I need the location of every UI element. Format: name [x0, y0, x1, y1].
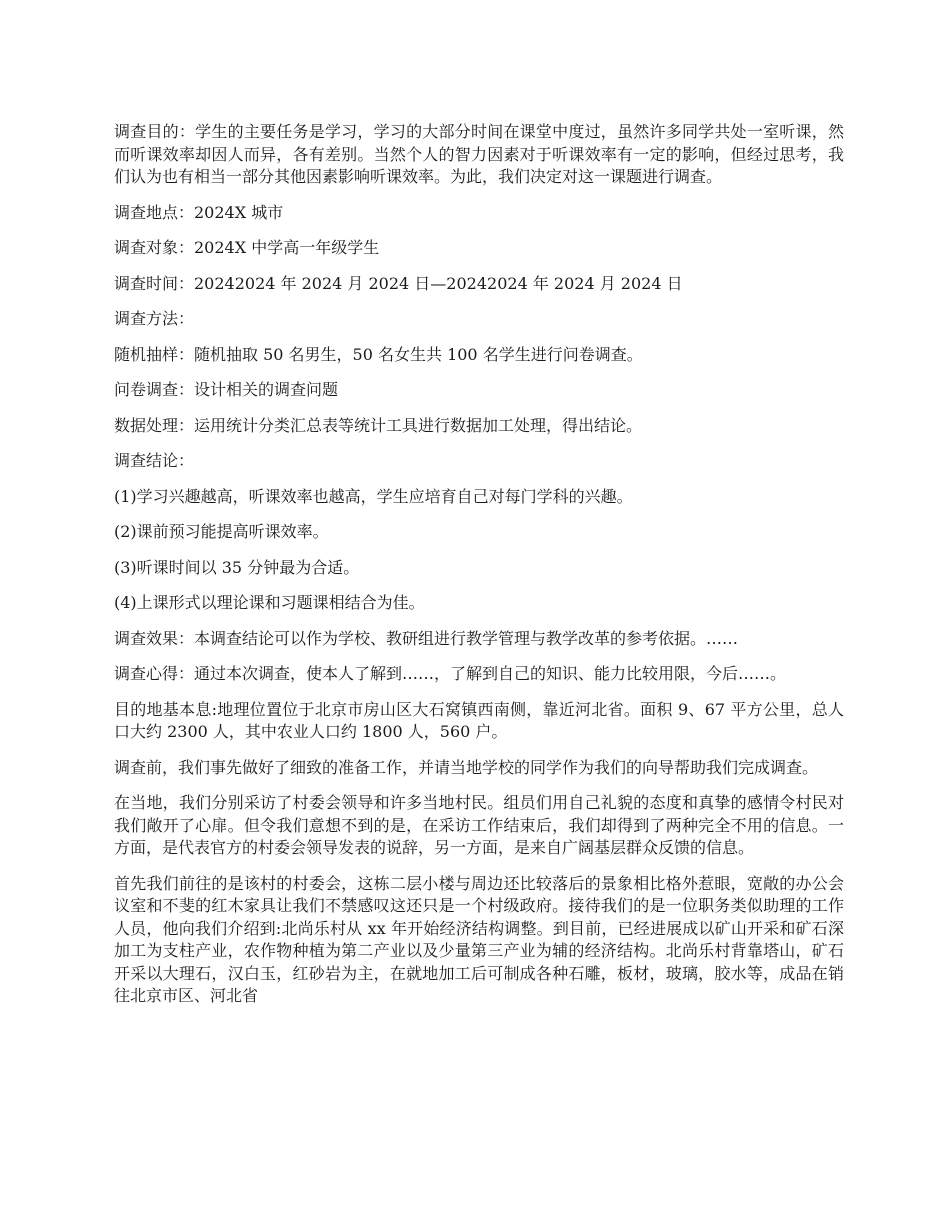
paragraph-survey-method-heading: 调查方法： [114, 309, 195, 328]
paragraph-survey-effect: 调查效果：本调查结论可以作为学校、教研组进行教学管理与教学改革的参考依据。…… [114, 628, 739, 648]
paragraph-conclusion-2: (2)课前预习能提高听课效率。 [114, 522, 329, 541]
paragraph-conclusion-3: (3)听课时间以 35 分钟最为合适。 [114, 557, 360, 577]
paragraph-interviews: 在当地，我们分别采访了村委会领导和许多当地村民。组员们用自己礼貌的态度和真挚的感情令村民对我们敞开了心扉。但令我们意想不到的是，在采访工作结束后，我们却得到了两种完全不用的信息。一方面，是代表官方的村委会领导发表的说辞，另一方面，是来自广阔基层群众反馈的信息。 [114, 793, 844, 857]
paragraph-destination-info: 目的地基本息:地理位置位于北京市房山区大石窝镇西南侧，靠近河北省。面积 9、67 平方公里，总人口大约 2300 人，其中农业人口约 1800 人，560 户。 [114, 699, 844, 741]
paragraph-survey-time: 调查时间：20242024 年 2024 月 2024 日—20242024 年 2024 月 2024 日 [114, 273, 683, 293]
paragraph-random-sampling: 随机抽样：随机抽取 50 名男生，50 名女生共 100 名学生进行问卷调查。 [114, 344, 643, 364]
paragraph-conclusion-1: (1)学习兴趣越高，听课效率也越高，学生应培育自己对每门学科的兴趣。 [114, 486, 633, 506]
paragraph-survey-reflection: 调查心得：通过本次调查，使本人了解到……，了解到自己的知识、能力比较用限，今后……。 [114, 664, 787, 683]
paragraph-conclusion-4: (4)上课形式以理论课和习题课相结合为佳。 [114, 593, 425, 612]
paragraph-survey-location: 调查地点：2024X 城市 [114, 202, 284, 222]
document-page [114, 121, 844, 1021]
paragraph-preparation: 调查前，我们事先做好了细致的准备工作，并请当地学校的同学作为我们的向导帮助我们完成调查。 [114, 757, 819, 777]
paragraph-conclusion-heading: 调查结论： [114, 451, 195, 470]
paragraph-questionnaire: 问卷调查：设计相关的调查问题 [114, 380, 339, 399]
paragraph-village-committee: 首先我们前往的是该村的村委会，这栋二层小楼与周边还比较落后的景象相比格外惹眼，宽敞的办公会议室和不斐的红木家具让我们不禁感叹这还只是一个村级政府。接待我们的是一位职务类似助理的工作人员，他向我们介绍到:北尚乐村从 xx 年开始经济结构调整。到目前，已经进展成以矿山开采和矿石深加工为支柱产业，农作物种植为第二产业以及少量第三产业为辅的经济结构。北尚乐村背靠塔山，矿石开采以大理石，汉白玉，红砂岩为主，在就地加工后可制成各种石雕，板材，玻璃，胶水等，成品在销往北京市区、河北省 [114, 873, 844, 1005]
paragraph-data-processing: 数据处理：运用统计分类汇总表等统计工具进行数据加工处理，得出结论。 [114, 415, 643, 435]
paragraph-survey-subjects: 调查对象：2024X 中学高一年级学生 [114, 238, 380, 257]
paragraph-survey-purpose: 调查目的：学生的主要任务是学习，学习的大部分时间在课堂中度过，虽然许多同学共处一室听课，然而听课效率却因人而异，各有差别。当然个人的智力因素对于听课效率有一定的影响，但经过思考，我们认为也有相当一部分其他因素影响听课效率。为此，我们决定对这一课题进行调查。 [114, 122, 844, 186]
